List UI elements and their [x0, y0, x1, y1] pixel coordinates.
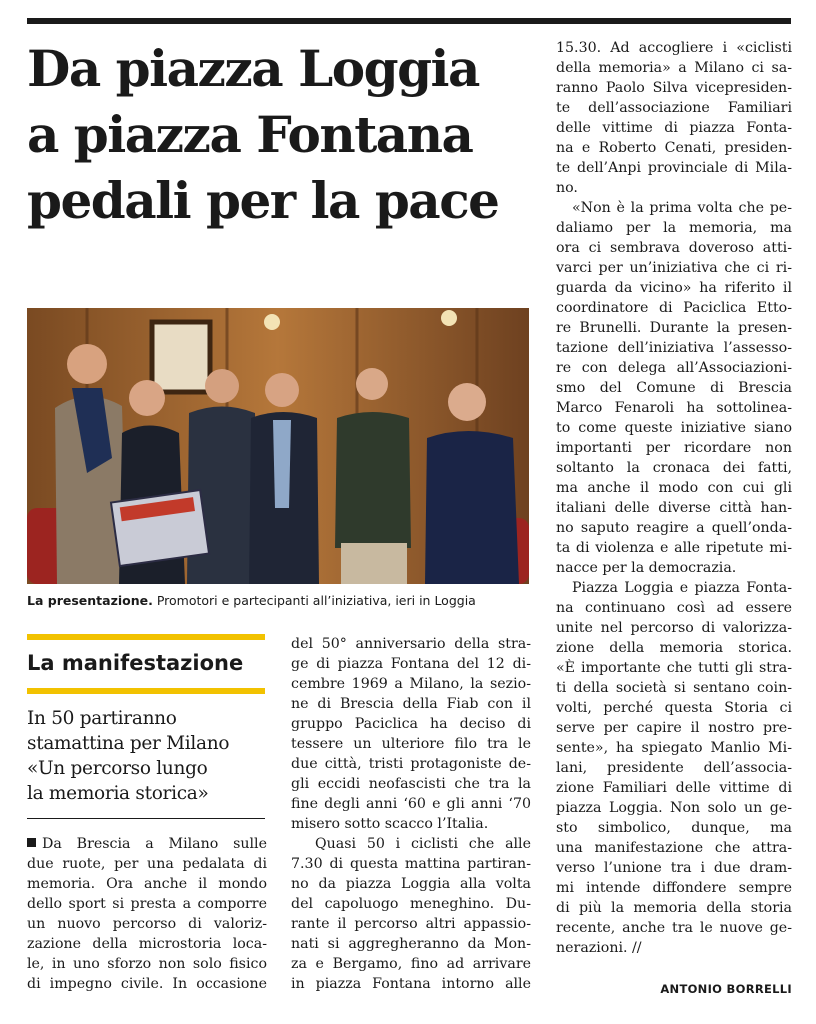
- box-title: La manifestazione: [27, 651, 244, 675]
- article-line: smo del Comune di Brescia: [556, 380, 792, 396]
- article-line: soltanto la cronaca dei fatti,: [556, 460, 792, 476]
- article-line: ti della società si sentano coin-: [556, 680, 792, 696]
- article-line: sto simbolico, dunque, ma: [556, 820, 792, 836]
- article-line: te dell’associazione Familiari: [556, 100, 792, 116]
- article-line: 7.30 di questa mattina partiran-: [291, 856, 531, 872]
- article-line: to come queste iniziative siano: [556, 420, 792, 436]
- top-rule: [27, 18, 791, 24]
- article-line: guarda da vicino» ha riferito il: [556, 280, 792, 296]
- article-line: zazione della microstoria loca-: [27, 936, 267, 952]
- article-line: volti, perché questa Storia ci: [556, 700, 792, 716]
- article-line: nati si aggregheranno da Mon-: [291, 936, 531, 952]
- article-line: recente, anche tra le nuove ge-: [556, 920, 792, 936]
- article-line: tessere un ulteriore filo tra le: [291, 736, 531, 752]
- box-subtitle: [27, 706, 267, 806]
- article-line: ma anche il modo con cui gli: [556, 480, 792, 496]
- article-line: dello sport si presta a comporre un nuovo percorso di valoriz-: [27, 896, 267, 932]
- article-column-2: [291, 634, 531, 994]
- article-line: no da piazza Loggia alla volta: [291, 876, 531, 892]
- article-line: te dell’Anpi provinciale di Mila-: [556, 160, 792, 176]
- article-line: italiani delle diverse città han-: [556, 500, 792, 516]
- article-line: tazione dell’iniziativa l’assesso-: [556, 340, 792, 356]
- article-line: gli eccidi neofascisti che tra la: [291, 776, 531, 792]
- article-line: unite nel percorso di valorizza-: [556, 620, 792, 636]
- article-line: re con delega all’Associazioni-: [556, 360, 792, 376]
- box-divider: [27, 818, 265, 819]
- article-line: ranno Paolo Silva vicepresiden-: [556, 80, 792, 96]
- caption-lead: La presentazione.: [27, 593, 153, 608]
- article-line: del 50° anniversario della stra-: [291, 636, 531, 652]
- group-photo: [27, 308, 529, 584]
- article-line: ora ci sembrava doveroso atti-: [556, 240, 792, 256]
- article-line: ta di violenza e alle ripetute mi-: [556, 540, 792, 556]
- photo-caption: [27, 593, 537, 609]
- article-column-1: [27, 834, 267, 994]
- article-line: di più la memoria della storia: [556, 900, 792, 916]
- article-line: una manifestazione che attra-: [556, 840, 792, 856]
- article-line: «È importante che tutti gli stra-: [556, 660, 792, 676]
- article-line: na e Roberto Cenati, presiden-: [556, 140, 792, 156]
- article-line: misero sotto scacco l’Italia.: [291, 816, 489, 832]
- article-line: del capoluogo meneghino. Du-: [291, 896, 531, 912]
- article-line: na continuano così ad essere: [556, 600, 792, 616]
- box-rule-bottom: [27, 688, 265, 694]
- article-line: serve per capire il nostro pre-: [556, 720, 792, 736]
- article-line: due ruote, per una pedalata di: [27, 856, 267, 872]
- article-line: le, in uno sforzo non solo fisico: [27, 956, 267, 972]
- article-line: delle vittime di piazza Fonta-: [556, 120, 792, 136]
- article-line: ne di Brescia della Fiab con il: [291, 696, 531, 712]
- box-subtitle-line: «Un percorso lungo: [27, 758, 208, 779]
- article-line: 15.30. Ad accogliere i «ciclisti: [556, 40, 792, 56]
- article-line: Piazza Loggia e piazza Fonta-: [572, 580, 792, 596]
- article-line: sente», ha spiegato Manlio Mi-: [556, 740, 792, 756]
- caption-text: Promotori e partecipanti all’iniziativa, ieri in Loggia: [152, 593, 476, 608]
- box-subtitle-line: In 50 partiranno: [27, 708, 177, 729]
- article-line: no.: [556, 180, 578, 196]
- article-line: Da Brescia a Milano sulle: [27, 834, 267, 854]
- article-line: re Brunelli. Durante la presen-: [556, 320, 792, 336]
- paragraph-square-icon: [27, 838, 36, 847]
- article-line: Marco Fenaroli ha sottolinea-: [556, 400, 792, 416]
- article-line: cembre 1969 a Milano, la sezio-: [291, 676, 531, 692]
- article-line: della memoria» a Milano ci sa-: [556, 60, 792, 76]
- box-subtitle-line: la memoria storica»: [27, 783, 209, 804]
- article-line: fine degli anni ‘60 e gli anni ‘70: [291, 796, 531, 812]
- article-line: zione Familiari delle vittime di: [556, 780, 792, 796]
- headline: [27, 36, 547, 234]
- box-rule-top: [27, 634, 265, 640]
- article-line: «Non è la prima volta che pe-: [572, 200, 792, 216]
- article-line: due città, tristi protagoniste de-: [291, 756, 531, 772]
- article-line: daliamo per la memoria, ma: [556, 220, 792, 236]
- article-line: ge di piazza Fontana del 12 di-: [291, 656, 531, 672]
- article-line: verso l’unione tra i due dram-: [556, 860, 792, 876]
- article-line: in piazza Fontana intorno alle: [291, 976, 531, 992]
- article-line: lani, presidente dell’associa-: [556, 760, 792, 776]
- article-line: piazza Loggia. Non solo un ge-: [556, 800, 792, 816]
- article-line: memoria. Ora anche il mondo: [27, 876, 267, 892]
- article-line: rante il percorso altri appassio-: [291, 916, 531, 932]
- headline-line-3: pedali per la pace: [27, 171, 499, 230]
- article-line: za e Bergamo, fino ad arrivare: [291, 956, 531, 972]
- article-line: di impegno civile. In occasione: [27, 976, 267, 992]
- article-line: importanti per ricordare non: [556, 440, 792, 456]
- byline: ANTONIO BORRELLI: [660, 982, 792, 996]
- article-line: nerazioni. //: [556, 940, 642, 956]
- article-line: mi intende diffondere sempre: [556, 880, 792, 896]
- article-line: varci per un’iniziativa che ci ri-: [556, 260, 792, 276]
- article-line: zione della memoria storica.: [556, 640, 792, 656]
- article-line: nacce per la democrazia.: [556, 560, 737, 576]
- article-line: gruppo Paciclica ha deciso di: [291, 716, 531, 732]
- headline-line-1: Da piazza Loggia: [27, 39, 479, 98]
- box-subtitle-line: stamattina per Milano: [27, 733, 230, 754]
- article-line: no saputo reagire a quell’onda-: [556, 520, 792, 536]
- article-line: coordinatore di Paciclica Etto-: [556, 300, 792, 316]
- headline-line-2: a piazza Fontana: [27, 105, 473, 164]
- article-column-3: [556, 38, 792, 958]
- article-line: Quasi 50 i ciclisti che alle: [315, 836, 531, 852]
